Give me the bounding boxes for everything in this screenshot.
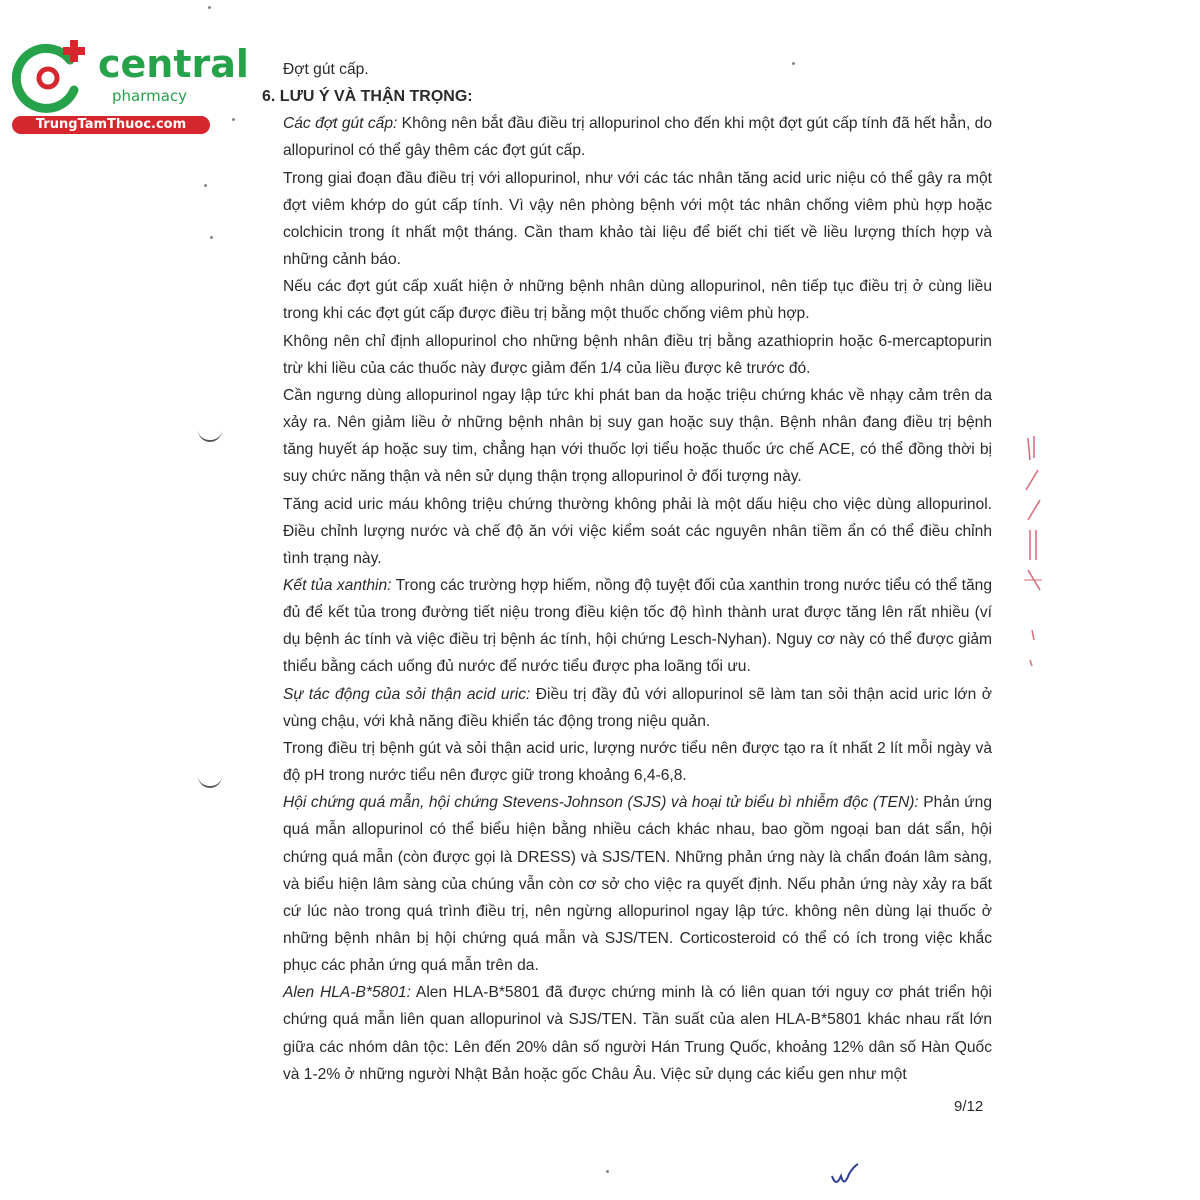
scan-dust (210, 236, 213, 239)
paragraph-text: Không nên bắt đầu điều trị allopurinol cho đến khi một đợt gút cấp tính đã hết hẳn, do allopurinol có thể gây thêm các đợt gút cấp. (283, 115, 993, 160)
scan-dust (204, 184, 207, 187)
punch-hole-mark (198, 426, 222, 442)
paragraph-acute-gout (262, 110, 992, 164)
scan-dust (232, 118, 235, 121)
signature-mark (828, 1162, 868, 1192)
paragraph-kidney-stones (262, 681, 992, 735)
scan-dust (208, 6, 211, 9)
brand-tagline: pharmacy (112, 87, 188, 105)
paragraph-azathioprine: Không nên chỉ định allopurinol cho những bệnh nhân điều trị bằng azathioprin hoặc 6-mercaptopurin trừ khi liều của các thuốc này được giảm đến 1/4 của liều được kê trước đó. (283, 332, 992, 377)
paragraph-rash: Cần ngưng dùng allopurinol ngay lập tức khi phát ban da hoặc triệu chứng khác về nhạy cảm trên da xảy ra. Nên giảm liều ở những bệnh nhân bị suy gan hoặc suy thận. Bệnh nhân đang điều trị bệnh tăng huyết áp hoặc suy tim, chẳng hạn với thuốc lợi tiểu hoặc thuốc ức chế ACE, có thể đồng thời bị suy chức năng thận và nên sử dụng thận trọng allopurinol ở đối tượng này. (283, 386, 992, 486)
paragraph-hypersensitivity (262, 789, 992, 979)
paragraph-urine-volume: Trong điều trị bệnh gút và sỏi thận acid uric, lượng nước tiểu nên được tạo ra ít nhất 2 lít mỗi ngày và độ pH trong nước tiểu nên được giữ trong khoảng 6,4-6,8. (283, 739, 992, 785)
brand-url: TrungTamThuoc.com (12, 116, 210, 134)
punch-hole-mark (198, 772, 222, 788)
page-number: 9/12 (954, 1098, 984, 1115)
document-body (262, 56, 992, 1088)
paragraph-text: Trong các trường hợp hiếm, nồng độ tuyệt đối của xanthin trong nước tiểu có thể tăng đủ để kết tủa trong đường tiết niệu trong điều kiện tốc độ hình thành urat được tăng lên rất nhiều (ví dụ bệnh ác tính và việc điều trị bệnh ác tính, hội chứng Lesch-Nyhan). Nguy cơ này có thể được giảm thiểu bằng cách uống đủ nước để nước tiểu được pha loãng tối ưu. (283, 576, 992, 676)
paragraph-label: Alen HLA-B*5801: (283, 984, 412, 1002)
scan-dust (792, 62, 795, 65)
brand-name: central (98, 42, 249, 86)
paragraph-initial-treatment: Trong giai đoạn đầu điều trị với allopurinol, như với các tác nhân tăng acid uric niệu có thể gây ra một đợt viêm khớp do gút cấp tính. Vì vậy nên phòng bệnh với một tác nhân chống viêm phù hợp hoặc colchicin trong ít nhất một tháng. Cần tham khảo tài liệu để biết chi tiết về liều lượng thích hợp và những cảnh báo. (283, 169, 992, 269)
brand-logo (12, 38, 249, 138)
paragraph-hyperuricemia: Tăng acid uric máu không triệu chứng thường không phải là một dấu hiệu cho việc dùng allopurinol. Điều chỉnh lượng nước và chế độ ăn với việc kiểm soát các nguyên nhân tiềm ẩn có thể điều chỉnh tình trạng này. (283, 495, 992, 567)
paragraph-text: Phản ứng quá mẫn allopurinol có thể biểu hiện bằng nhiều cách khác nhau, bao gồm ngoại ban dát sẩn, hội chứng quá mẫn (còn được gọi là DRESS) và SJS/TEN. Những phản ứng này là chẩn đoán lâm sàng, và biểu hiện lâm sàng của chúng vẫn còn cơ sở cho việc ra quyết định. Nếu phản ứng này xảy ra bất cứ lúc nào trong quá trình điều trị, nên ngừng allopurinol ngay lập tức. không nên dùng lại thuốc ở những bệnh nhân bị hội chứng quá mẫn và SJS/TEN. Corticosteroid có thể có ích trong việc khắc phục các phản ứng quá mẫn trên da. (283, 794, 992, 975)
paragraph-text: Alen HLA-B*5801 đã được chứng minh là có liên quan tới nguy cơ phát triển hội chứng quá mẫn liên quan allopurinol và SJS/TEN. Tần suất của alen HLA-B*5801 khác nhau rất lớn giữa các nhóm dân tộc: Lên đến 20% dân số người Hán Trung Quốc, khoảng 12% dân số Hàn Quốc và 1-2% ở những người Nhật Bản hoặc gốc Châu Âu. Việc sử dụng các kiểu gen như một (283, 984, 993, 1083)
scan-dust (606, 1170, 609, 1173)
section-heading: 6. LƯU Ý VÀ THẬN TRỌNG: (262, 88, 473, 106)
intro-line: Đợt gút cấp. (283, 61, 369, 78)
paragraph-label: Hội chứng quá mẫn, hội chứng Stevens-Johnson (SJS) và hoại tử biểu bì nhiễm độc (TEN): (283, 794, 919, 812)
margin-stamp-mark (1018, 430, 1048, 690)
paragraph-label: Kết tủa xanthin: (283, 576, 392, 594)
paragraph-xanthine (262, 572, 992, 681)
paragraph-continue-dose: Nếu các đợt gút cấp xuất hiện ở những bệnh nhân dùng allopurinol, nên tiếp tục điều trị ở cùng liều trong khi các đợt gút cấp được điều trị bằng một thuốc chống viêm phù hợp. (283, 278, 992, 323)
paragraph-label: Các đợt gút cấp: (283, 115, 398, 133)
paragraph-hla-allele (262, 979, 992, 1088)
paragraph-text: Điều trị đầy đủ với allopurinol sẽ làm tan sỏi thận acid uric lớn ở vùng chậu, với khả năng điều khiển tác động trong niệu quản. (283, 685, 992, 730)
central-logo-icon (12, 38, 92, 114)
paragraph-label: Sự tác động của sỏi thận acid uric: (283, 685, 531, 703)
